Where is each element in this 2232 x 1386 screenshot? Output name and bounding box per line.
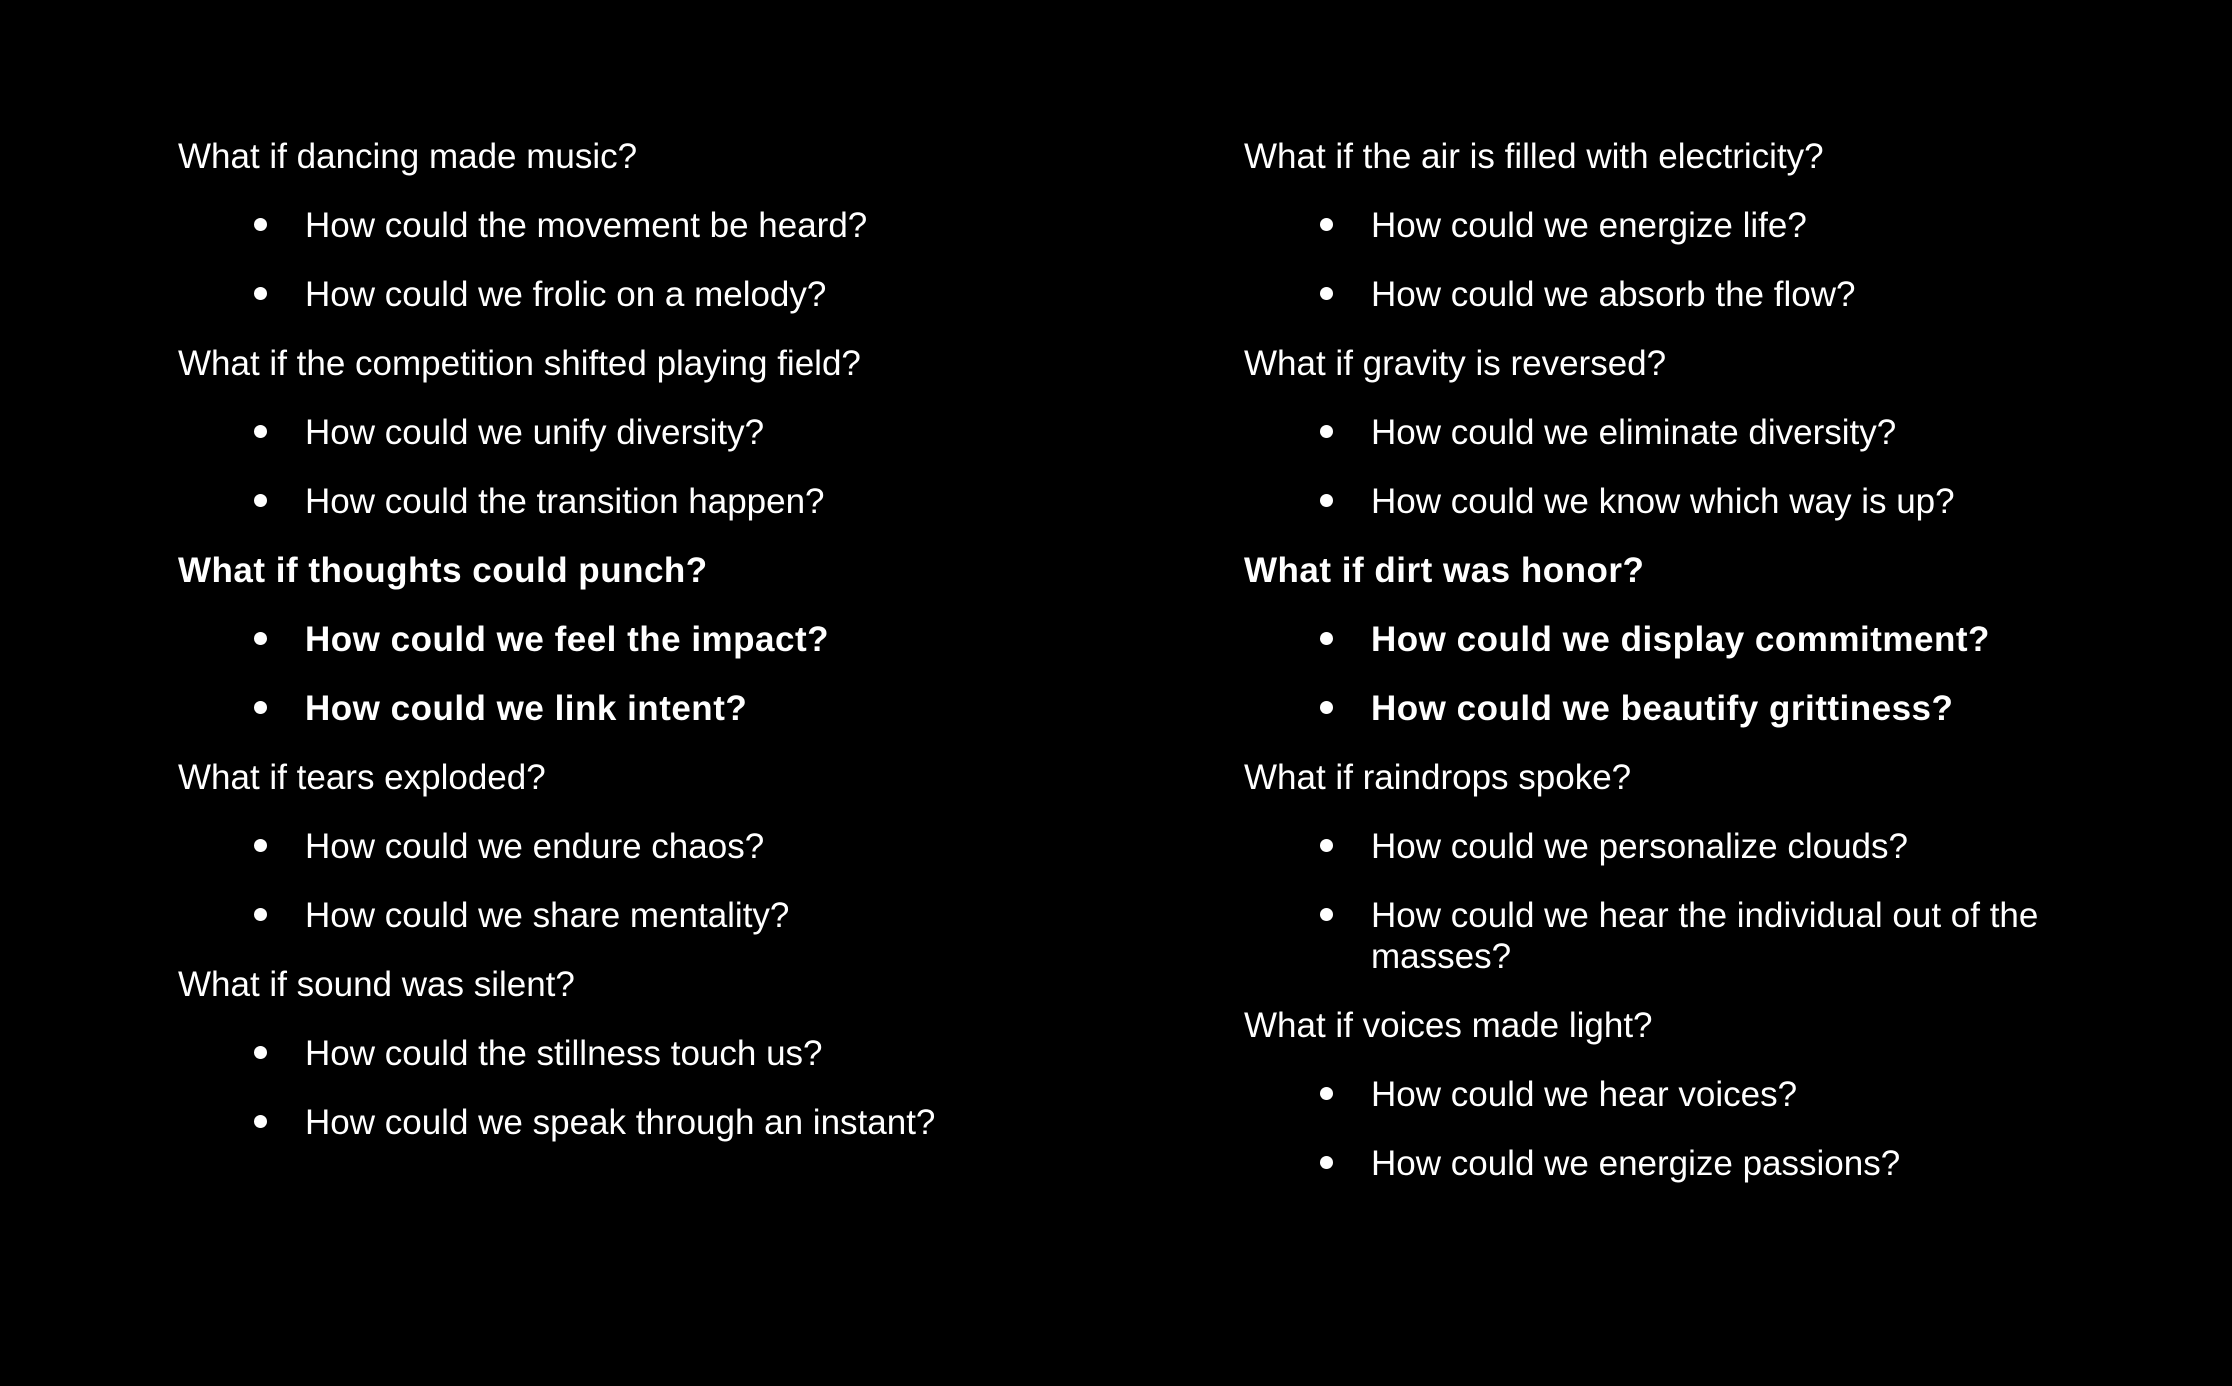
bullet-text: How could we hear voices? xyxy=(1371,1075,1798,1114)
bullet-list xyxy=(1244,826,2144,977)
bullet-item xyxy=(1244,481,2144,522)
bullet-item xyxy=(1244,688,2144,729)
bullet-text: How could we share mentality? xyxy=(305,896,790,935)
bullet-text: How could we hear the individual out of the masses? xyxy=(1371,896,2039,976)
bullet-list xyxy=(1244,412,2144,522)
bullet-icon xyxy=(254,701,267,714)
question-group xyxy=(178,757,1078,936)
bullet-text: How could we speak through an instant? xyxy=(305,1103,936,1142)
question-heading: What if sound was silent? xyxy=(178,965,575,1004)
bullet-text: How could we link intent? xyxy=(305,689,748,728)
bullet-icon xyxy=(254,494,267,507)
right-column xyxy=(1244,136,2144,1212)
bullet-item xyxy=(178,895,1078,936)
bullet-item xyxy=(1244,1143,2144,1184)
bullet-text: How could the stillness touch us? xyxy=(305,1034,823,1073)
bullet-item xyxy=(1244,826,2144,867)
question-heading: What if raindrops spoke? xyxy=(1244,758,1632,797)
question-group xyxy=(1244,1005,2144,1184)
bullet-text: How could we eliminate diversity? xyxy=(1371,413,1897,452)
bullet-item xyxy=(178,826,1078,867)
question-group-bold xyxy=(178,550,1078,729)
bullet-text: How could the transition happen? xyxy=(305,482,825,521)
bullet-icon xyxy=(1320,839,1333,852)
bullet-text: How could we display commitment? xyxy=(1371,620,1990,659)
bullet-icon xyxy=(1320,1156,1333,1169)
question-group xyxy=(1244,136,2144,315)
bullet-text: How could we know which way is up? xyxy=(1371,482,1955,521)
question-heading: What if the competition shifted playing field? xyxy=(178,344,861,383)
bullet-text: How could we absorb the flow? xyxy=(1371,275,1856,314)
question-group xyxy=(1244,757,2144,977)
bullet-text: How could we frolic on a melody? xyxy=(305,275,827,314)
bullet-icon xyxy=(1320,494,1333,507)
bullet-text: How could we unify diversity? xyxy=(305,413,765,452)
bullet-icon xyxy=(1320,701,1333,714)
bullet-list xyxy=(178,826,1078,936)
bullet-item xyxy=(178,481,1078,522)
bullet-item xyxy=(1244,1074,2144,1115)
bullet-item xyxy=(178,619,1078,660)
bullet-icon xyxy=(254,839,267,852)
bullet-text: How could the movement be heard? xyxy=(305,206,868,245)
bullet-icon xyxy=(254,1046,267,1059)
bullet-text: How could we beautify grittiness? xyxy=(1371,689,1954,728)
bullet-list xyxy=(1244,1074,2144,1184)
bullet-list xyxy=(178,412,1078,522)
question-heading: What if dancing made music? xyxy=(178,137,638,176)
bullet-item xyxy=(178,1033,1078,1074)
bullet-icon xyxy=(1320,1087,1333,1100)
question-heading: What if dirt was honor? xyxy=(1244,551,1645,590)
bullet-text: How could we feel the impact? xyxy=(305,620,830,659)
question-heading: What if thoughts could punch? xyxy=(178,551,708,590)
question-heading: What if the air is filled with electricity? xyxy=(1244,137,1824,176)
question-group xyxy=(1244,343,2144,522)
bullet-list xyxy=(1244,205,2144,315)
bullet-icon xyxy=(1320,632,1333,645)
bullet-item xyxy=(178,1102,1078,1143)
bullet-icon xyxy=(1320,287,1333,300)
bullet-item xyxy=(1244,274,2144,315)
bullet-icon xyxy=(254,632,267,645)
question-heading: What if voices made light? xyxy=(1244,1006,1653,1045)
bullet-text: How could we endure chaos? xyxy=(305,827,765,866)
bullet-icon xyxy=(1320,218,1333,231)
bullet-list xyxy=(178,1033,1078,1143)
bullet-text: How could we energize passions? xyxy=(1371,1144,1901,1183)
bullet-list xyxy=(1244,619,2144,729)
bullet-item xyxy=(1244,205,2144,246)
question-group-bold xyxy=(1244,550,2144,729)
bullet-item xyxy=(178,412,1078,453)
bullet-list xyxy=(178,205,1078,315)
bullet-icon xyxy=(254,1115,267,1128)
bullet-item xyxy=(178,274,1078,315)
bullet-item xyxy=(1244,619,2144,660)
left-column xyxy=(178,136,1078,1171)
bullet-item xyxy=(1244,895,2144,977)
question-heading: What if gravity is reversed? xyxy=(1244,344,1667,383)
bullet-icon xyxy=(254,218,267,231)
bullet-icon xyxy=(254,425,267,438)
bullet-icon xyxy=(254,287,267,300)
bullet-icon xyxy=(1320,425,1333,438)
bullet-text: How could we personalize clouds? xyxy=(1371,827,1908,866)
bullet-item xyxy=(178,205,1078,246)
bullet-item xyxy=(178,688,1078,729)
bullet-list xyxy=(178,619,1078,729)
question-group xyxy=(178,343,1078,522)
bullet-text: How could we energize life? xyxy=(1371,206,1807,245)
question-heading: What if tears exploded? xyxy=(178,758,546,797)
question-group xyxy=(178,964,1078,1143)
question-group xyxy=(178,136,1078,315)
bullet-item xyxy=(1244,412,2144,453)
bullet-icon xyxy=(1320,908,1333,921)
bullet-icon xyxy=(254,908,267,921)
